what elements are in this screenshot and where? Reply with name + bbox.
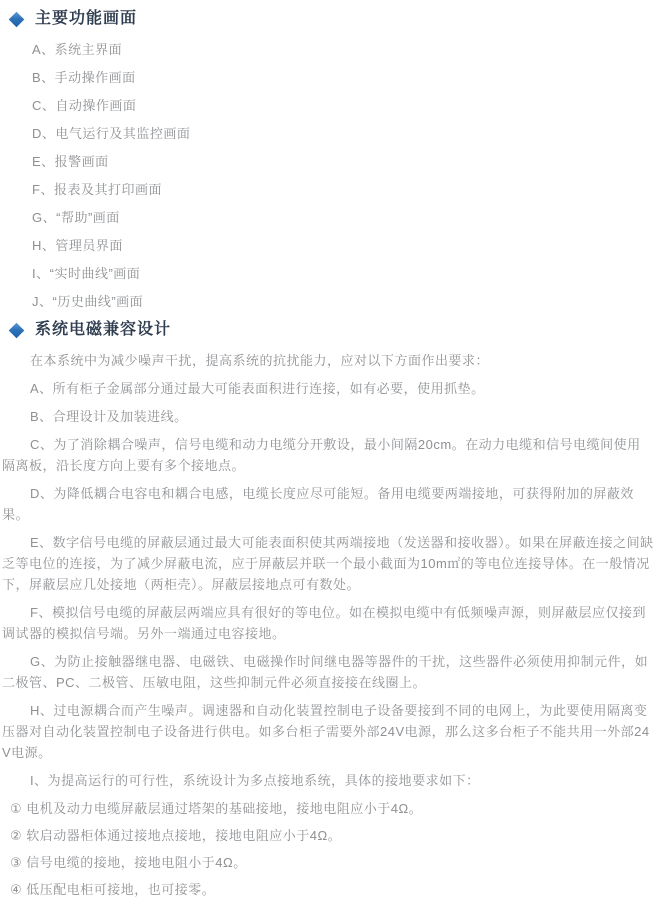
section-title: 主要功能画面 <box>35 10 138 27</box>
paragraph-b: B、合理设计及加装进线。 <box>30 409 188 424</box>
diamond-bullet-icon <box>9 11 25 27</box>
numbered-item-2: ② 软启动器柜体通过接地点接地，接地电阻应小于4Ω。 <box>10 828 342 843</box>
section-title: 系统电磁兼容设计 <box>35 321 172 338</box>
paragraph-c: C、为了消除耦合噪声，信号电缆和动力电缆分开敷设，最小间隔20cm。在动力电缆和信号电缆间使用隔离板，沿长度方向上要有多个接地点。 <box>2 437 641 473</box>
list-item: F、报表及其打印画面 <box>32 182 162 197</box>
paragraph-a: A、所有柜子金属部分通过最大可能表面积进行连接，如有必要，使用抓垫。 <box>30 381 485 396</box>
section-heading <box>2 8 654 30</box>
paragraph-intro: 在本系统中为减少噪声干扰，提高系统的抗扰能力，应对以下方面作出要求： <box>30 353 490 368</box>
list-item: A、系统主界面 <box>32 42 123 57</box>
list-item: I、“实时曲线”画面 <box>32 266 141 281</box>
list-item: D、电气运行及其监控画面 <box>32 126 191 141</box>
numbered-item-3: ③ 信号电缆的接地，接地电阻小于4Ω。 <box>10 855 247 870</box>
diamond-bullet-icon <box>9 322 25 338</box>
paragraph-i: I、为提高运行的可行性，系统设计为多点接地系统，具体的接地要求如下： <box>30 773 480 788</box>
numbered-item-4: ④ 低压配电柜可接地，也可接零。 <box>10 882 216 897</box>
list-item: J、“历史曲线”画面 <box>32 294 144 309</box>
paragraph-g: G、为防止接触器继电器、电磁铁、电磁操作时间继电器等器件的干扰，这些器件必须使用抑制元件，如二极管、PC、二极管、压敏电阻，这些抑制元件必须直接接在线圈上。 <box>2 654 649 690</box>
paragraph-e: E、数字信号电缆的屏蔽层通过最大可能表面积使其两端接地（发送器和接收器）。如果在屏蔽连接之间缺乏等电位的连接，为了减少屏蔽电流，应于屏蔽层并联一个最小截面为10m㎡的等电位连接导体。在一般情况下，屏蔽层应几处接地（两柜壳）。屏蔽层接地点可有数处。 <box>2 535 654 592</box>
list-item: C、自动操作画面 <box>32 98 137 113</box>
list-item: E、报警画面 <box>32 154 109 169</box>
paragraph-d: D、为降低耦合电容电和耦合电感，电缆长度应尽可能短。备用电缆要两端接地，可获得附加的屏蔽效果。 <box>2 486 634 522</box>
list-item: G、“帮助”画面 <box>32 210 120 225</box>
screen-list <box>2 39 654 312</box>
section-emc-design <box>2 319 654 900</box>
section-main-function-screens <box>2 8 654 312</box>
list-item: H、管理员界面 <box>32 238 123 253</box>
section-heading <box>2 319 654 341</box>
numbered-item-1: ① 电机及动力电缆屏蔽层通过塔架的基础接地，接地电阻应小于4Ω。 <box>10 801 423 816</box>
paragraph-h: H、过电源耦合而产生噪声。调速器和自动化装置控制电子设备要接到不同的电网上，为此要使用隔离变压器对自动化装置控制电子设备进行供电。如多台柜子需要外部24V电源，那么这多台柜子不能共用一外部24V电源。 <box>2 703 650 760</box>
list-item: B、手动操作画面 <box>32 70 136 85</box>
paragraph-f: F、模拟信号电缆的屏蔽层两端应具有很好的等电位。如在模拟电缆中有低频噪声源，则屏蔽层应仅接到调试器的模拟信号端。另外一端通过电容接地。 <box>2 605 646 641</box>
